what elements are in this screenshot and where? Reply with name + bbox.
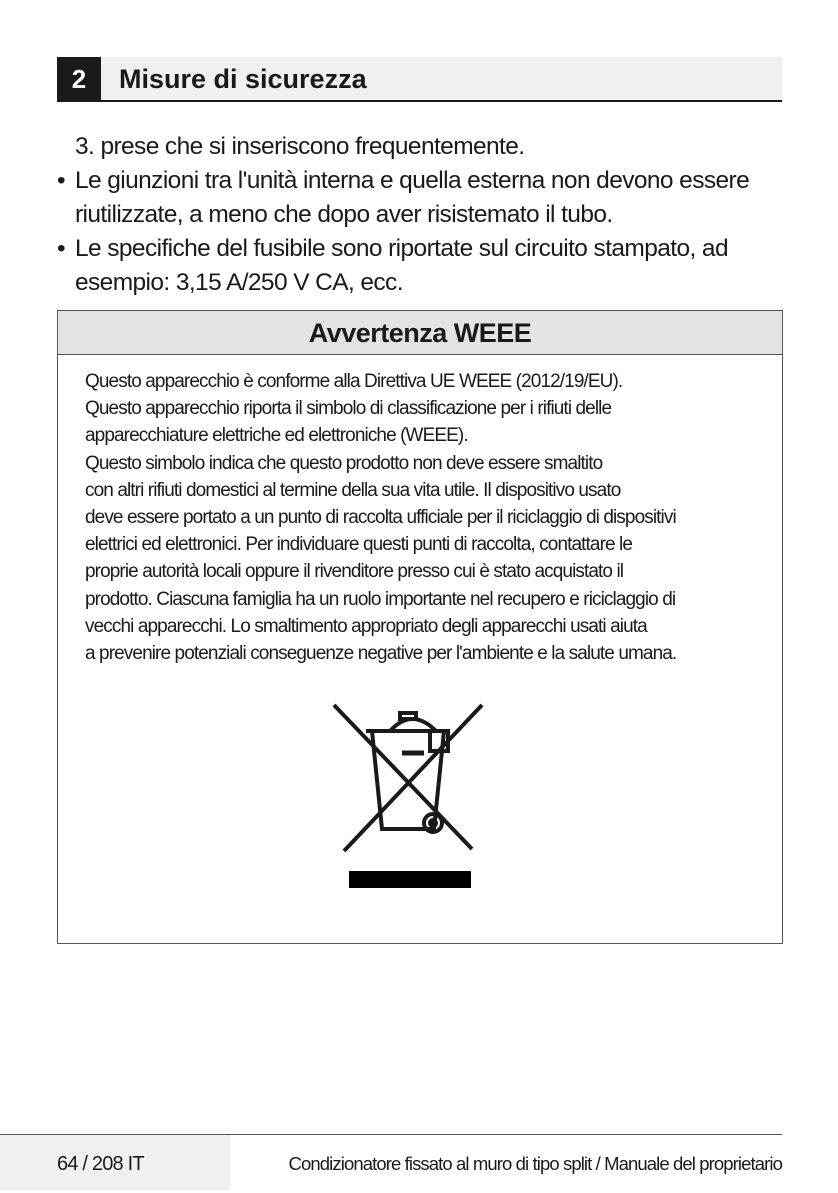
weee-line: prodotto. Ciascuna famiglia ha un ruolo importante nel recupero e riciclaggio di <box>85 588 676 610</box>
weee-line: deve essere portato a un punto di raccolta ufficiale per il riciclaggio di dispositivi <box>85 507 676 529</box>
page-number: 64 / 208 IT <box>57 1153 144 1175</box>
section-header <box>57 57 782 102</box>
weee-line: proprie autorità locali oppure il rivenditore presso cui è stato acquistato il <box>85 561 624 583</box>
bullet-line: Le giunzioni tra l'unità interna e quella esterna non devono essere <box>75 167 750 194</box>
document-title: Condizionatore fissato al muro di tipo split / Manuale del proprietario <box>288 1153 782 1174</box>
bullet-line: Le specifiche del fusibile sono riportate sul circuito stampato, ad <box>75 235 728 262</box>
weee-line: con altri rifiuti domestici al termine della sua vita utile. Il dispositivo usato <box>85 479 621 501</box>
bullet-line: esempio: 3,15 A/250 V CA, ecc. <box>75 269 403 296</box>
bullet-line: riutilizzate, a meno che dopo aver risistemato il tubo. <box>75 201 613 228</box>
weee-line: Questo apparecchio è conforme alla Direttiva UE WEEE (2012/19/EU). <box>85 371 623 392</box>
weee-title: Avvertenza WEEE <box>58 311 782 355</box>
weee-line: apparecchiature elettriche ed elettroniche (WEEE). <box>85 425 468 447</box>
weee-line: Questo simbolo indica che questo prodotto non deve essere smaltito <box>85 452 603 474</box>
bullet-item-fuse <box>57 232 782 300</box>
footer-title-box <box>230 1134 782 1190</box>
weee-warning-box <box>57 310 783 944</box>
list-item-3: 3. prese che si inseriscono frequentemente. <box>75 133 525 160</box>
section-title: Misure di sicurezza <box>119 64 367 94</box>
bullet-item-joints <box>57 164 782 232</box>
weee-text <box>85 368 775 667</box>
body-content <box>57 130 782 300</box>
weee-line: vecchi apparecchi. Lo smaltimento appropriato degli apparecchi usati aiuta <box>85 615 647 637</box>
footer-page-box <box>0 1134 230 1190</box>
weee-crossed-bin-icon <box>332 701 492 891</box>
weee-line: a prevenire potenziali conseguenze negative per l'ambiente e la salute umana. <box>85 643 677 665</box>
bullet-icon: • <box>57 235 65 262</box>
bullet-icon: • <box>57 167 65 194</box>
weee-line: Questo apparecchio riporta il simbolo di classificazione per i rifiuti delle <box>85 398 612 420</box>
weee-line: elettrici ed elettronici. Per individuare questi punti di raccolta, contattare le <box>85 534 633 556</box>
section-number: 2 <box>57 57 101 100</box>
